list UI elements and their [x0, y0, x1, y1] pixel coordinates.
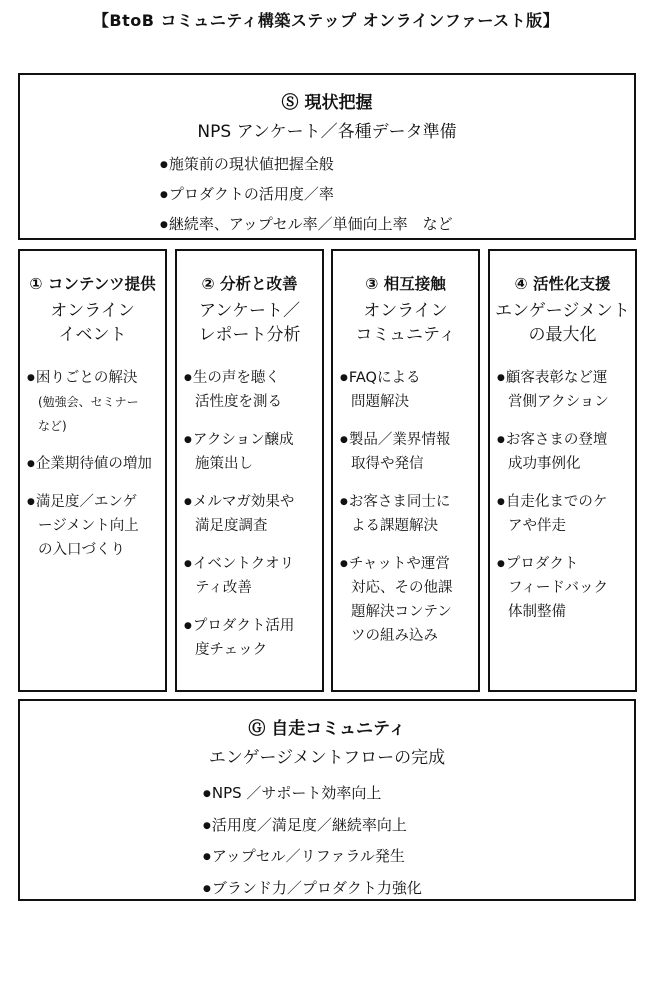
step-4-box — [488, 249, 637, 692]
page-title: 【BtoB コミュニティ構築ステップ オンラインファースト版】 — [92, 11, 560, 30]
step-3-list — [333, 366, 478, 648]
current-state-subtitle: NPS アンケート／各種データ準備 — [197, 122, 457, 142]
list-item: ● アクション醸成 施策出し — [184, 428, 318, 476]
current-state-box — [18, 73, 636, 240]
goal-box — [18, 699, 636, 901]
step-4-list — [490, 366, 635, 624]
list-item: ● 自走化までのケ アや伴走 — [497, 490, 631, 538]
step-1-subtitle: オンライン イベント — [50, 301, 135, 345]
list-item — [27, 366, 161, 438]
list-item: ● 活用度／満足度／継続率向上 — [203, 810, 634, 842]
list-item: ● アップセル／リファラル発生 — [203, 841, 634, 873]
list-item: ● 継続率、アップセル率／単価向上率 など — [160, 210, 634, 240]
list-item: ● NPS ／サポート効率向上 — [203, 778, 634, 810]
list-item: ● メルマガ効果や 満足度調査 — [184, 490, 318, 538]
list-item: ● 製品／業界情報 取得や発信 — [340, 428, 474, 476]
goal-heading: Ⓖ 自走コミュニティ — [248, 719, 406, 739]
list-item: ● FAQによる 問題解決 — [340, 366, 474, 414]
list-item: ● 生の声を聴く 活性度を測る — [184, 366, 318, 414]
list-item: ● 施策前の現状値把握全般 — [160, 150, 634, 180]
list-item: ● 企業期待値の増加 — [27, 452, 161, 476]
list-item: ● お客さま同士に よる課題解決 — [340, 490, 474, 538]
step-1-heading: ① コンテンツ提供 — [29, 275, 156, 293]
list-item: ● プロダクト活用 度チェック — [184, 614, 318, 662]
goal-subtitle: エンゲージメントフローの完成 — [208, 748, 446, 768]
step-2-box — [175, 249, 324, 692]
list-item: ● ブランド力／プロダクト力強化 — [203, 873, 634, 905]
step-1-list — [20, 366, 165, 562]
list-item-text: 困りごとの解決 — [35, 370, 138, 386]
list-item: ● お客さまの登壇 成功事例化 — [497, 428, 631, 476]
step-4-subtitle: エンゲージメント の最大化 — [495, 301, 630, 345]
step-2-heading: ② 分析と改善 — [201, 275, 298, 293]
list-item: ● プロダクト フィードバック 体制整備 — [497, 552, 631, 624]
step-3-box — [331, 249, 480, 692]
step-2-list — [177, 366, 322, 662]
step-3-heading: ③ 相互接触 — [365, 275, 446, 293]
goal-list — [20, 778, 634, 904]
list-item: ● チャットや運営 対応、その他課 題解決コンテン ツの組み込み — [340, 552, 474, 648]
current-state-heading: Ⓢ 現状把握 — [281, 93, 373, 113]
step-2-subtitle: アンケート／ レポート分析 — [198, 301, 301, 345]
list-item: ● 満足度／エンゲ ージメント向上 の入口づくり — [27, 490, 161, 562]
current-state-list — [20, 150, 634, 240]
step-4-heading: ④ 活性化支援 — [514, 275, 611, 293]
list-item-note: (勉強会、セミナー など) — [38, 395, 139, 433]
step-3-subtitle: オンライン コミュニティ — [355, 301, 456, 345]
list-item: ● プロダクトの活用度／率 — [160, 180, 634, 210]
list-item: ● 顧客表彰など運 営側アクション — [497, 366, 631, 414]
list-item: ● イベントクオリ ティ改善 — [184, 552, 318, 600]
step-1-box — [18, 249, 167, 692]
